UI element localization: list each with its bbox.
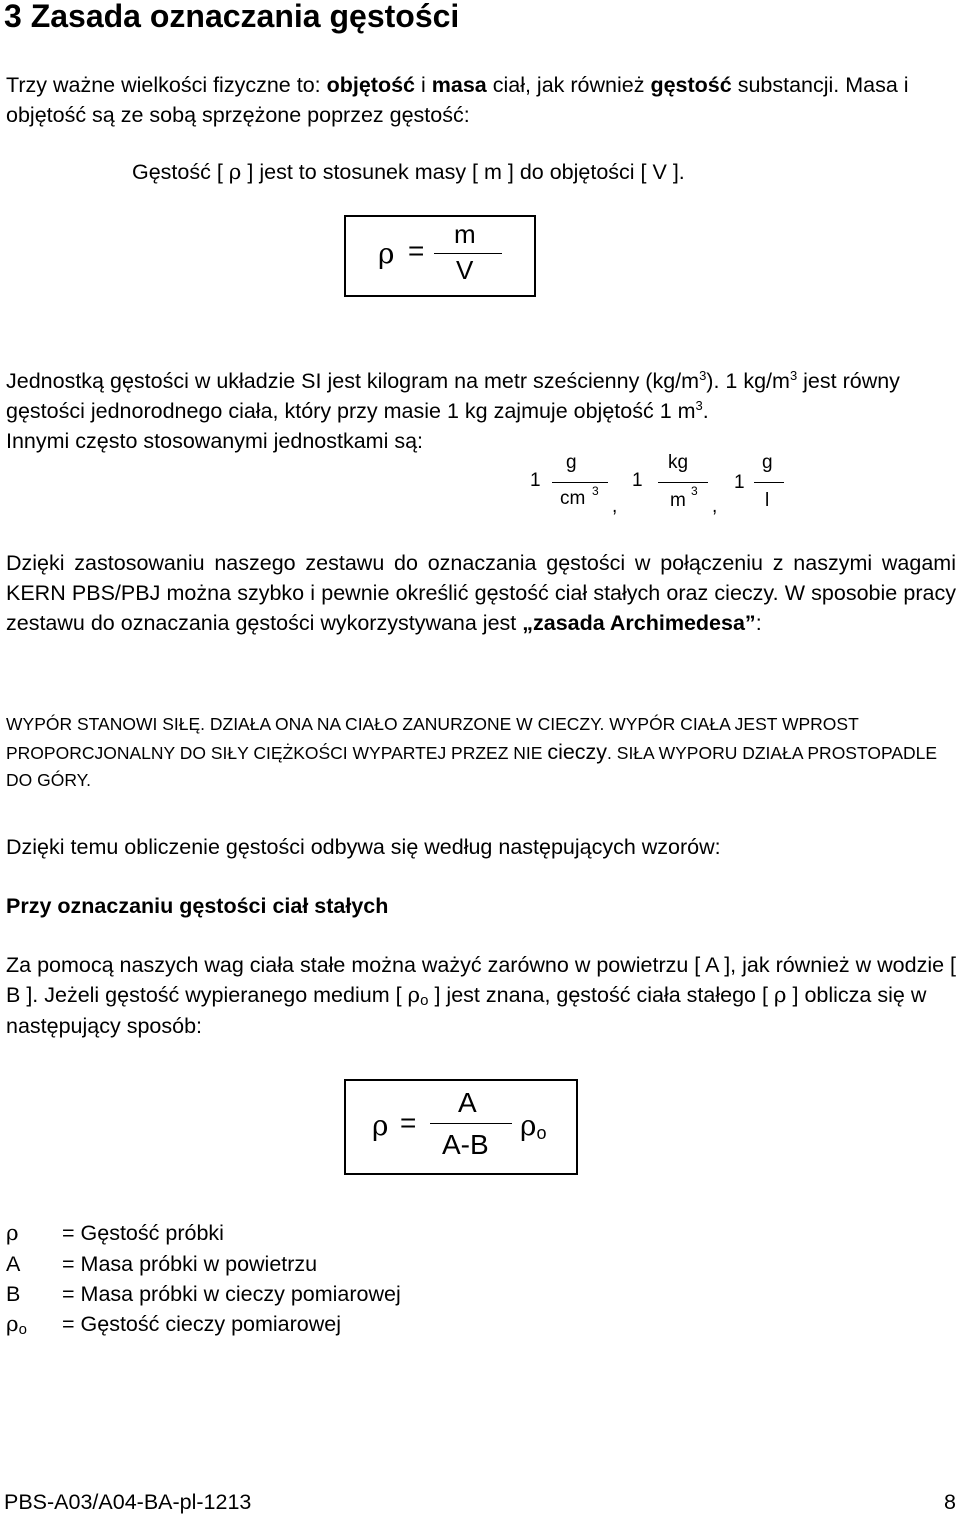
- other-units: 1 g cm 3 , 1 kg m 3 , 1 g l: [528, 452, 808, 522]
- legend-item: B = Masa próbki w cieczy pomiarowej: [6, 1282, 401, 1306]
- archimedes-paragraph: Dzięki zastosowaniu naszego zestawu do oznaczania gęstości w połączeniu z naszymi wagami KERN PBS/PBJ można szybko i pewnie określić gęstość ciał stałych oraz cieczy. W sposobie pracy zestawu do oznaczania gęstości wykorzystywana jest „zasada Archimedesa”:: [6, 551, 956, 635]
- legend-item: ρ = Gęstość próbki: [6, 1221, 224, 1246]
- formula-numerator: A: [458, 1087, 477, 1118]
- fraction-bar: [434, 253, 502, 254]
- fraction-bar: [430, 1123, 512, 1124]
- formula-denominator: V: [456, 255, 474, 285]
- formula-equals: =: [408, 235, 425, 266]
- solids-paragraph: Za pomocą naszych wag ciała stałe można ważyć zarówno w powietrzu [ A ], jak również w wodzie [ B ]. Jeżeli gęstość wypieranego medium [ $\rho_o$ ] jest znana, gęstość ciała stałego [ ρ ] oblicza się w następujący sposób:: [6, 953, 956, 1038]
- formula-equals: =: [400, 1107, 417, 1138]
- formula-rho: ρ: [372, 1109, 389, 1142]
- page-title: 3 Zasada oznaczania gęstości: [4, 0, 460, 34]
- symbol-legend: [6, 1218, 401, 1340]
- footer-doc-id: PBS-A03/A04-BA-pl-1213: [4, 1490, 252, 1514]
- calculation-intro: Dzięki temu obliczenie gęstości odbywa się według następujących wzorów:: [6, 835, 721, 859]
- formula-numerator: m: [454, 219, 476, 249]
- footer-page-number: 8: [944, 1490, 956, 1514]
- legend-item: $\rho_o$ = Gęstość cieczy pomiarowej: [6, 1312, 342, 1338]
- solid-density-formula-box: [344, 1079, 578, 1175]
- si-units-paragraph: Jednostką gęstości w układzie SI jest kilogram na metr sześcienny $(kg/m^3)$. 1 $kg/m^3$ jest równy gęstości jednorodnego ciała, który przy masie 1 kg zajmuje objętość 1 $m^3$. Innymi często stosowanymi jednostkami są:: [6, 367, 900, 453]
- density-definition: Gęstość [ ρ ] jest to stosunek masy [ m ] do objętości [ V ].: [132, 160, 685, 185]
- archimedes-principle: WYPÓR STANOWI SIŁĘ. DZIAŁA ONA NA CIAŁO ZANURZONE W CIECZY. WYPÓR CIAŁA JEST WPROST PROPORCJONALNY DO SIŁY CIĘŻKOŚCI WYPARTEJ PRZEZ NIE cieczy. SIŁA WYPORU DZIAŁA PROSTOPADLE DO GÓRY.: [6, 714, 938, 790]
- legend-item: A = Masa próbki w powietrzu: [6, 1252, 318, 1276]
- intro-paragraph: Trzy ważne wielkości fizyczne to: objętość i masa ciał, jak również gęstość substancji. Masa i objętość są ze sobą sprzężone poprzez gęstość:: [6, 73, 909, 127]
- formula-denominator: A-B: [442, 1129, 489, 1160]
- density-formula-box: [344, 215, 536, 297]
- formula-rho: ρ: [378, 237, 395, 270]
- formula-rho-zero: ρo: [520, 1109, 547, 1143]
- section-heading-solids: Przy oznaczaniu gęstości ciał stałych: [6, 894, 389, 918]
